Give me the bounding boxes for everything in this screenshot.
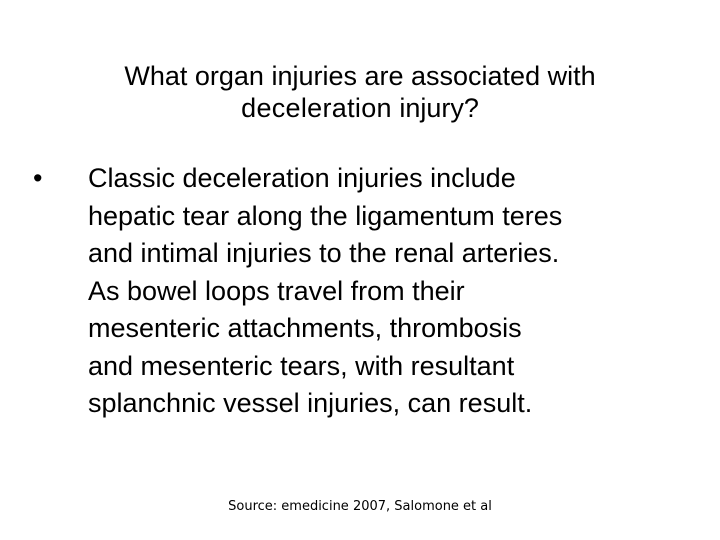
slide-title: [60, 60, 660, 124]
body-line: hepatic tear along the ligamentum teres: [88, 200, 563, 231]
source-citation: Source: emedicine 2007, Salomone et al: [228, 499, 492, 514]
title-line-2: [60, 92, 660, 124]
bullet-icon: •: [33, 163, 43, 193]
body-line: splanchnic vessel injuries, can result.: [88, 388, 533, 418]
body-line: and mesenteric tears, with resultant: [88, 350, 515, 381]
title-line-2-rest: injury?: [391, 93, 479, 123]
title-line-1: What organ injuries are associated with: [124, 61, 596, 91]
bullet-item: [30, 160, 690, 423]
body-line: mesenteric attachments, thrombosis: [88, 313, 522, 343]
bullet-list: [30, 160, 690, 423]
title-emphasis: deceleration: [241, 93, 392, 123]
body-line: and intimal injuries to the renal arteries.: [88, 238, 560, 268]
body-line: As bowel loops travel from their: [88, 275, 465, 306]
body-line: Classic deceleration injuries include: [88, 163, 516, 193]
